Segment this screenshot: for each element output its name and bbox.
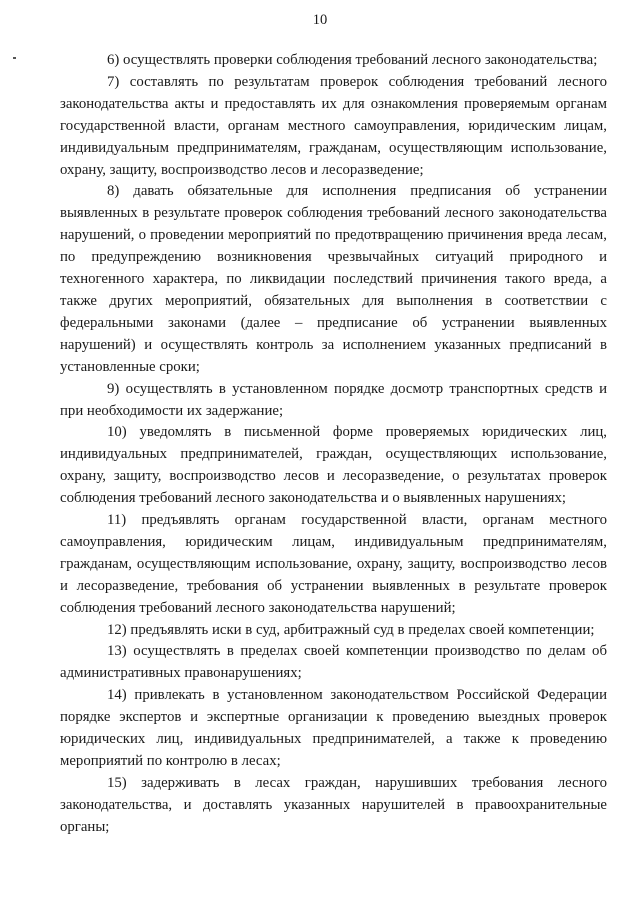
paragraph-6: 6) осуществлять проверки соблюдения требований лесного законодательства; xyxy=(107,52,598,68)
page-number: 10 xyxy=(312,12,328,28)
document-body xyxy=(60,50,607,839)
paragraph-12: 12) предъявлять иски в суд, арбитражный суд в пределах своей компетенции; xyxy=(107,621,595,638)
paragraph-15: 15) задерживать в лесах граждан, нарушивших требования лесного законодательства, и доставлять указанных нарушителей в правоохранительные органы; xyxy=(60,774,607,835)
paragraph-10: 10) уведомлять в письменной форме проверяемых юридических лиц, индивидуальных предпринимателей, граждан, осуществляющих использование, охрану, защиту, воспроизводство лесов и лесоразведение, о результатах проверок соблюдения требований лесного законодательства и о выявленных нарушениях; xyxy=(60,424,607,507)
paragraph-9: 9) осуществлять в установленном порядке досмотр транспортных средств и при необходимости их задержание; xyxy=(60,380,607,419)
paragraph-13: 13) осуществлять в пределах своей компетенции производство по делам об административных правонарушениях; xyxy=(60,643,607,682)
paragraph-8: 8) давать обязательные для исполнения предписания об устранении выявленных в результате проверок соблюдения требований лесного законодательства нарушений, о проведении мероприятий по предотвращению причинения вреда лесам, по предупреждению возникновения чрезвычайных ситуаций природного и техногенного характера, по ликвидации последствий причинения такого вреда, а также других мероприятий, обязательных для выполнения в соответствии с федеральными законами (далее – предписание об устранении выявленных нарушений) и осуществлять контроль за исполнением указанных предписаний в установленные сроки; xyxy=(60,183,607,375)
paragraph-7: 7) составлять по результатам проверок соблюдения требований лесного законодательства акты и предоставлять их для ознакомления проверяемым органам государственной власти, органам местного самоуправления, юридическим лицам, индивидуальным предпринимателям, гражданам, осуществляющим использование, охрану, защиту, воспроизводство лесов и лесоразведение; xyxy=(60,73,607,178)
paragraph-11: 11) предъявлять органам государственной власти, органам местного самоуправления, юридическим лицам, индивидуальным предпринимателям, гражданам, осуществляющим использование, охрану, защиту, воспроизводство лесов и лесоразведение, требования об устранении выявленных в результате проверок соблюдения требований лесного законодательства нарушений; xyxy=(60,512,607,616)
margin-mark xyxy=(13,57,16,59)
paragraph-14: 14) привлекать в установленном законодательством Российской Федерации порядке экспертов и экспертные организации к проведению выездных проверок юридических лиц, индивидуальных предпринимателей, а также к проведению мероприятий по контролю в лесах; xyxy=(60,687,607,769)
